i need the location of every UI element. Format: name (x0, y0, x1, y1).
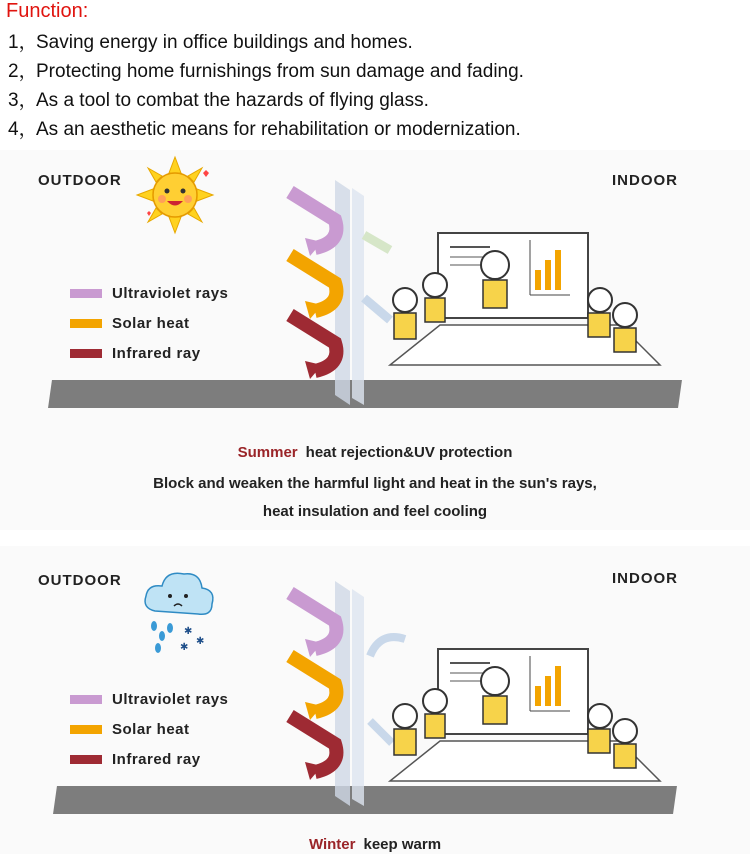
summer-caption-title: Summer heat rejection&UV protection (237, 444, 513, 461)
sun-icon (135, 155, 215, 235)
indoor-label: INDOOR (612, 172, 678, 189)
legend-item: Infrared ray (70, 338, 228, 368)
function-item: 1，Saving energy in office buildings and homes. (8, 32, 413, 53)
function-item: 4，As an aesthetic means for rehabilitation or modernization. (8, 119, 521, 140)
uv-swatch (70, 289, 102, 298)
svg-text:✱: ✱ (196, 636, 205, 647)
indoor-label: INDOOR (612, 570, 678, 587)
summer-caption-line2: heat insulation and feel cooling (262, 503, 488, 520)
meeting-illustration (380, 225, 670, 395)
legend-item: Ultraviolet rays (70, 684, 228, 714)
winter-panel (0, 546, 750, 854)
function-item: 3，As a tool to combat the hazards of flying glass. (8, 90, 429, 111)
uv-swatch (70, 695, 102, 704)
function-item: 2，Protecting home furnishings from sun damage and fading. (8, 61, 524, 82)
meeting-illustration (380, 641, 670, 811)
infrared-swatch (70, 755, 102, 764)
solar-swatch (70, 319, 102, 328)
winter-caption-title: Winter keep warm (308, 836, 442, 853)
function-title: Function: (6, 0, 89, 22)
function-list (8, 28, 524, 144)
legend-item: Solar heat (70, 714, 228, 744)
legend (70, 278, 228, 368)
snow-cloud-icon (140, 566, 220, 656)
legend (70, 684, 228, 774)
svg-text:✱: ✱ (180, 642, 189, 653)
summer-panel (0, 150, 750, 530)
legend-item: Solar heat (70, 308, 228, 338)
solar-swatch (70, 725, 102, 734)
outdoor-label: OUTDOOR (38, 172, 122, 189)
legend-item: Infrared ray (70, 744, 228, 774)
outdoor-label: OUTDOOR (38, 572, 122, 589)
legend-item: Ultraviolet rays (70, 278, 228, 308)
summer-caption-line1: Block and weaken the harmful light and heat in the sun's rays, (153, 475, 597, 492)
infrared-swatch (70, 349, 102, 358)
divider (0, 530, 750, 546)
svg-text:✱: ✱ (184, 626, 193, 637)
